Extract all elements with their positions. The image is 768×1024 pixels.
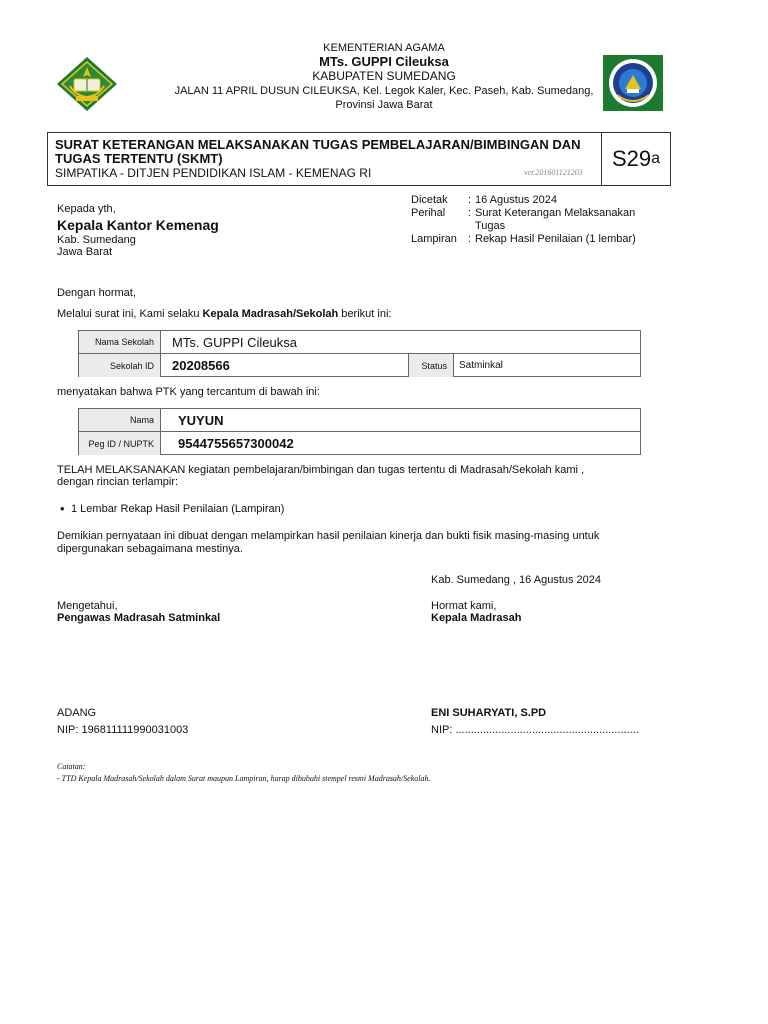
printed-label: Dicetak (411, 194, 448, 206)
intro-pre: Melalui surat ini, Kami selaku (57, 308, 203, 320)
right-signer-name: ENI SUHARYATI, S.PD (431, 707, 547, 719)
right-role: Kepala Madrasah (431, 612, 522, 624)
recipient-province: Jawa Barat (57, 246, 113, 258)
attachment-value: Rekap Hasil Penilaian (1 lembar) (475, 233, 636, 245)
ptk-name-value: YUYUN (178, 412, 224, 428)
closing-line-1: Demikian pernyataan ini dibuat dengan melampirkan hasil penilaian kinerja dan bukti fisik masing-masing untuk (57, 530, 600, 542)
printed-value: 16 Agustus 2024 (475, 194, 557, 206)
salutation: Dengan hormat, (57, 287, 136, 299)
intro-bold: Kepala Madrasah/Sekolah (202, 308, 339, 320)
school-name-value: MTs. GUPPI Cileuksa (172, 334, 297, 350)
executed-line-1: TELAH MELAKSANAKAN kegiatan pembelajaran/bimbingan dan tugas tertentu di Madrasah/Sekolah kami , (57, 464, 585, 476)
regency-name: KABUPATEN SUMEDANG (312, 69, 456, 83)
right-signer-nip: NIP: ............................................................ (431, 724, 639, 736)
intro-post: berikut ini: (338, 308, 392, 320)
recipient-city: Kab. Sumedang (57, 234, 136, 246)
recipient-name: Kepala Kantor Kemenag (57, 217, 219, 233)
intro-text (57, 308, 391, 321)
ptk-name-row (79, 409, 640, 432)
subject-value: Surat Keterangan Melaksanakan Tugas (475, 207, 636, 232)
left-role: Pengawas Madrasah Satminkal (57, 612, 221, 624)
subject-colon: : (468, 207, 472, 219)
school-info-table (78, 330, 641, 377)
form-code (601, 133, 670, 185)
school-id-value: 20208566 (172, 358, 230, 373)
left-ack: Mengetahui, (57, 600, 118, 612)
notes-heading: Catatan: (57, 762, 86, 771)
version-label: ver.201601121203 (524, 168, 583, 177)
ptk-id-value: 9544755657300042 (178, 436, 294, 451)
form-code-suffix: a (651, 150, 661, 167)
school-name: MTs. GUPPI Cileuksa (319, 54, 449, 69)
address-line-2: Provinsi Jawa Barat (335, 99, 433, 111)
school-status-label: Status (408, 354, 454, 377)
ptk-name-label: Nama (79, 409, 161, 431)
printed-colon: : (468, 194, 472, 206)
school-name-row (79, 331, 640, 354)
place-date: Kab. Sumedang , 16 Agustus 2024 (431, 574, 602, 586)
school-id-label: Sekolah ID (79, 354, 161, 377)
subject-label: Perihal (411, 207, 446, 219)
recipient-greeting: Kepada yth, (57, 203, 116, 215)
school-status-value: Satminkal (459, 360, 503, 371)
school-id-row (79, 354, 640, 377)
ptk-info-table (78, 408, 641, 455)
ptk-id-label: Peg ID / NUPTK (79, 432, 161, 455)
school-name-label: Nama Sekolah (79, 331, 161, 353)
attachment-colon: : (468, 233, 472, 245)
left-signer-name: ADANG (57, 707, 97, 719)
ministry-name: KEMENTERIAN AGAMA (323, 42, 445, 54)
form-code-main: S29 (611, 146, 652, 171)
attachment-label: Lampiran (411, 233, 457, 245)
attachment-bullet-item: 1 Lembar Rekap Hasil Penilaian (Lampiran) (71, 503, 285, 515)
address-line-1: JALAN 11 APRIL DUSUN CILEUKSA, Kel. Legok Kaler, Kec. Paseh, Kab. Sumedang, (174, 85, 594, 97)
document-title: SURAT KETERANGAN MELAKSANAKAN TUGAS PEMBELAJARAN/BIMBINGAN DAN TUGAS TERTENTU (SKMT) (55, 137, 581, 166)
left-signer-nip: NIP: 196811111990031003 (57, 724, 189, 736)
document-title-box (47, 132, 671, 186)
document-subtitle: SIMPATIKA - DITJEN PENDIDIKAN ISLAM - KEMENAG RI (55, 166, 372, 180)
notes-line: - TTD Kepala Madrasah/Sekolah dalam Surat maupun Lampiran, harap dibubuhi stempel resmi Madrasah/Sekolah. (57, 774, 431, 783)
executed-line-2: dengan rincian terlampir: (57, 476, 179, 488)
ptk-id-row (79, 432, 640, 455)
closing-line-2: dipergunakan sebagaimana mestinya. (57, 543, 243, 555)
right-ack: Hormat kami, (431, 600, 497, 612)
statement-text: menyatakan bahwa PTK yang tercantum di bawah ini: (57, 386, 320, 398)
bullet-marker: • (60, 501, 65, 516)
